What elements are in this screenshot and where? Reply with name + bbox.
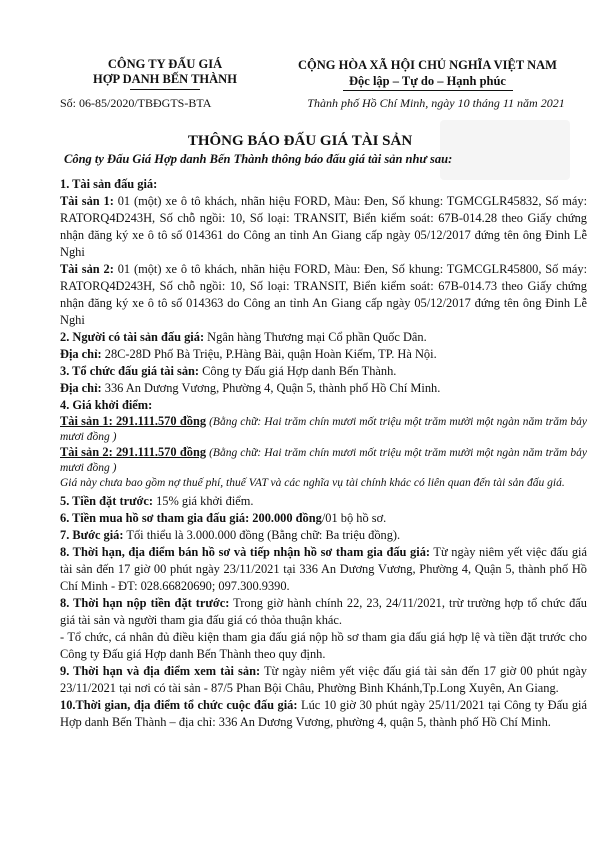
- asset-2-text: 01 (một) xe ô tô khách, nhãn hiệu FORD, Màu: Đen, Số khung: TGMCGLR45800, Số máy: RATORQ4D243H, Số chỗ ngồi: 10, Số loại: TRANSIT, Biển kiểm soát: 67B-014.73 theo Giấy chứng nhận đăng ký xe ô tô số 014363 do Công an tỉnh An Giang cấp ngày 05/12/2017 đứng tên ông Đinh Lễ Nghi: [60, 262, 588, 327]
- section-8b-note: - Tổ chức, cá nhân đủ điều kiện tham gia đấu giá nộp hồ sơ tham gia đấu giá hợp lệ và tiền đặt trước cho Công ty Đấu giá Hợp danh Bến Thành theo quy định.: [60, 630, 587, 661]
- section-6: [60, 510, 587, 527]
- section-8b: [60, 595, 587, 629]
- issuer-name-line2: HỢP DANH BẾN THÀNH: [93, 72, 237, 86]
- section-10-text: Lúc 10 giờ 30 phút ngày 25/11/2021 tại Công ty Đấu giá Hợp danh Bến Thành – địa chỉ: 336 An Dương Vương, phường 4, quận 5, thành phố Hồ Chí Minh.: [60, 698, 587, 729]
- faded-stamp: [440, 120, 570, 180]
- national-header: [270, 57, 585, 91]
- intro-line: Công ty Đấu Giá Hợp danh Bến Thành thông báo đấu giá tài sản như sau:: [64, 152, 453, 166]
- owner-address-label: Địa chỉ:: [60, 347, 102, 361]
- section-5-heading: 5. Tiền đặt trước:: [60, 494, 153, 508]
- section-9: [60, 663, 587, 697]
- motto-underline: [343, 90, 513, 91]
- price-2: [60, 445, 587, 476]
- price-note: Giá này chưa bao gồm nợ thuế phí, thuế VAT và các nghĩa vụ tài chính khác có liên quan đến tài sản đấu giá.: [60, 477, 565, 489]
- asset-2: [60, 261, 587, 329]
- section-8b-text: Trong giờ hành chính 22, 23, 24/11/2021, trừ trường hợp tổ chức đấu giá tài sản và người tham gia đấu giá có thỏa thuận khác.: [60, 596, 587, 627]
- section-4-heading: 4. Giá khởi điểm:: [60, 398, 153, 412]
- issuer-underline: [130, 89, 200, 90]
- nation-name: CỘNG HÒA XÃ HỘI CHỦ NGHĨA VIỆT NAM: [298, 58, 557, 72]
- price-1: [60, 414, 587, 445]
- section-7: [60, 527, 587, 544]
- price-2-words: (Bằng chữ: Hai trăm chín mươi mốt triệu một trăm mười một ngàn năm trăm bảy mươi đồng ): [60, 447, 588, 474]
- price-1-label: Tài sản 1: 291.111.570 đồng: [60, 414, 207, 428]
- document-number: Số: 06-85/2020/TBĐGTS-BTA: [60, 96, 212, 110]
- auctioneer-address-text: 336 An Dương Vương, Phường 4, Quận 5, thành phố Hồ Chí Minh.: [101, 381, 441, 395]
- section-2: [60, 329, 587, 346]
- section-8b-heading: 8. Thời hạn nộp tiền đặt trước:: [60, 596, 230, 610]
- section-10: [60, 697, 587, 731]
- notice-body: [60, 176, 587, 731]
- section-8a-heading: 8. Thời hạn, địa điểm bán hồ sơ và tiếp nhận hồ sơ tham gia đấu giá:: [60, 545, 431, 559]
- auctioneer-address: [60, 380, 587, 397]
- section-5: [60, 493, 587, 510]
- asset-1-text: 01 (một) xe ô tô khách, nhãn hiệu FORD, Màu: Đen, Số khung: TGMCGLR45832, Số máy: RATORQ4D243H, Số chỗ ngồi: 10, Số loại: TRANSIT, Biển kiểm soát: 67B-014.28 theo Giấy chứng nhận đăng ký xe ô tô số 014361 do Công an tỉnh An Giang cấp ngày 05/12/2017 đứng tên ông Đinh Lễ Nghi: [60, 194, 588, 259]
- section-8a-text: Từ ngày niêm yết việc đấu giá tài sản đến 17 giờ 00 phút ngày 23/11/2021 tại 336 An Dương Vương, Phường 4, Quận 5, thành phố Hồ Chí Minh - ĐT: 028.66820690; 097.300.9390.: [60, 545, 587, 593]
- owner-address-text: 28C-28D Phố Bà Triệu, P.Hàng Bài, quận Hoàn Kiếm, TP. Hà Nội.: [101, 347, 437, 361]
- issuer-block: [60, 57, 270, 90]
- section-3-text: Công ty Đấu giá Hợp danh Bến Thành.: [199, 364, 397, 378]
- section-9-text: Từ ngày niêm yết việc đấu giá tài sản đến 17 giờ 00 phút ngày 23/11/2021 tại nơi có tài sản - 87/5 Phan Bội Châu, Phường Bình Khánh,Tp.Long Xuyên, An Giang.: [60, 664, 587, 695]
- section-6-text: /01 bộ hồ sơ.: [321, 511, 387, 525]
- price-1-words: (Bằng chữ: Hai trăm chín mươi mốt triệu một trăm mười một ngàn năm trăm bảy mươi đồng ): [60, 416, 588, 443]
- section-8a: [60, 544, 587, 595]
- section-5-text: 15% giá khởi điểm.: [153, 494, 254, 508]
- price-2-label: Tài sản 2: 291.111.570 đồng: [60, 445, 207, 459]
- owner-address: [60, 346, 587, 363]
- section-9-heading: 9. Thời hạn và địa điểm xem tài sản:: [60, 664, 261, 678]
- national-motto: Độc lập – Tự do – Hạnh phúc: [349, 74, 506, 88]
- section-3-heading: 3. Tổ chức đấu giá tài sản:: [60, 364, 200, 378]
- issuer-name-line1: CÔNG TY ĐẤU GIÁ: [107, 57, 223, 71]
- section-6-heading: 6. Tiền mua hồ sơ tham gia đấu giá: 200.000 đồng: [60, 511, 322, 525]
- section-10-heading: 10.Thời gian, địa điểm tổ chức cuộc đấu giá:: [60, 698, 298, 712]
- section-7-heading: 7. Bước giá:: [60, 528, 124, 542]
- document-title: THÔNG BÁO ĐẤU GIÁ TÀI SẢN: [187, 133, 413, 149]
- asset-1-label: Tài sản 1:: [60, 194, 114, 208]
- asset-2-label: Tài sản 2:: [60, 262, 114, 276]
- issue-date: Thành phố Hồ Chí Minh, ngày 10 tháng 11 năm 2021: [307, 96, 565, 110]
- section-3: [60, 363, 587, 380]
- asset-1: [60, 193, 587, 261]
- section-2-heading: 2. Người có tài sản đấu giá:: [60, 330, 205, 344]
- section-2-text: Ngân hàng Thương mại Cổ phần Quốc Dân.: [204, 330, 427, 344]
- section-1-heading: 1. Tài sản đấu giá:: [60, 177, 158, 191]
- section-7-text: Tối thiểu là 3.000.000 đồng (Bằng chữ: Ba triệu đồng).: [123, 528, 401, 542]
- auctioneer-address-label: Địa chỉ:: [60, 381, 102, 395]
